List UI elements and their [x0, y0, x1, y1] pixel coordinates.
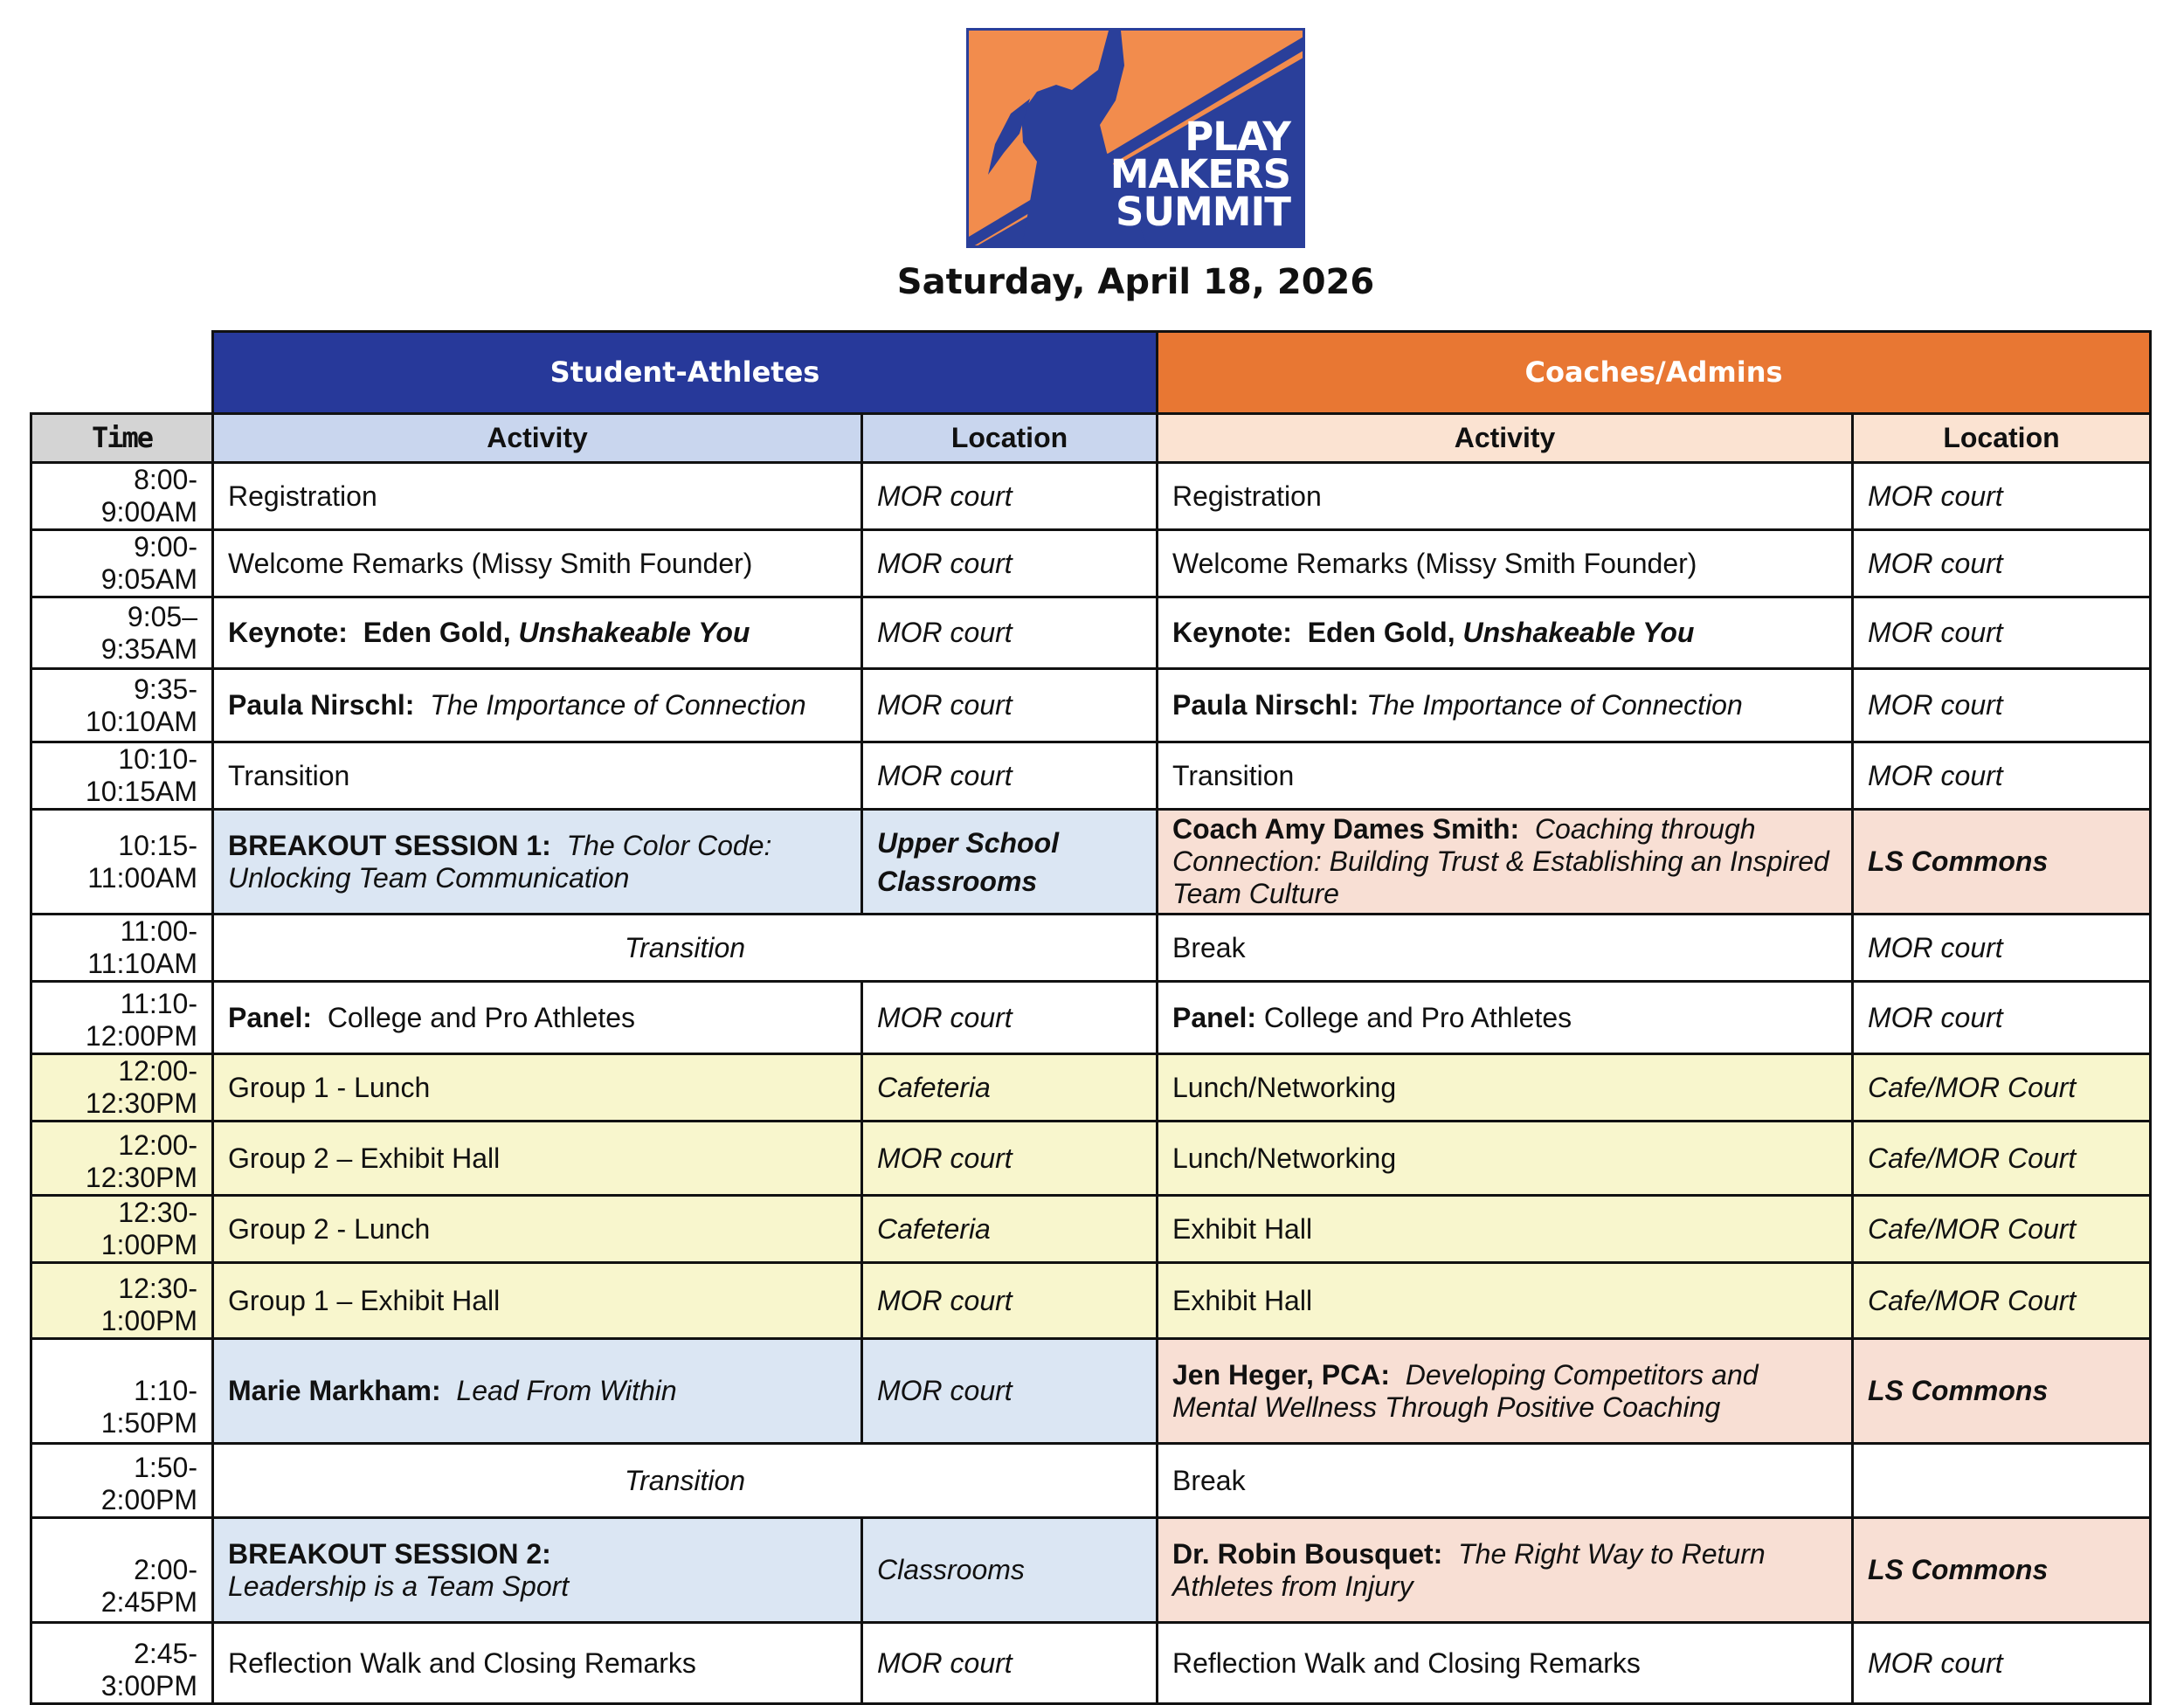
coach-location-cell: MOR court	[1853, 669, 2151, 742]
play-makers-summit-logo	[966, 28, 1305, 248]
session-title: Developing Competitors and Mental Wellness Through Positive Coaching	[1172, 1358, 1759, 1423]
coach-location-cell: Cafe/MOR Court	[1853, 1122, 2151, 1196]
coach-activity-cell: Exhibit Hall	[1158, 1263, 1853, 1339]
table-row	[31, 1196, 2151, 1263]
student-location-cell: MOR court	[862, 742, 1158, 810]
activity-label: BREAKOUT SESSION 2:	[228, 1537, 551, 1570]
coach-activity-cell	[1158, 1518, 1853, 1623]
session-title: College and Pro Athletes	[1263, 1001, 1572, 1033]
schedule-table	[30, 330, 2152, 1705]
student-location-cell: Cafeteria	[862, 1054, 1158, 1122]
coach-location-cell: Cafe/MOR Court	[1853, 1196, 2151, 1263]
time-cell: 9:05–9:35AM	[31, 597, 213, 669]
table-row	[31, 742, 2151, 810]
student-activity-cell: Group 1 – Exhibit Hall	[213, 1263, 862, 1339]
time-cell: 10:15-11:00AM	[31, 810, 213, 915]
coach-location-cell: Cafe/MOR Court	[1853, 1263, 2151, 1339]
table-row	[31, 1263, 2151, 1339]
time-cell: 10:10-10:15AM	[31, 742, 213, 810]
student-location-cell: Classrooms	[862, 1518, 1158, 1623]
student-location-cell: MOR court	[862, 1263, 1158, 1339]
coach-location-cell	[1853, 1444, 2151, 1518]
activity-label: Paula Nirschl:	[1172, 689, 1359, 721]
activity-label: Keynote:	[1172, 617, 1292, 648]
student-location-cell: MOR court	[862, 463, 1158, 530]
time-cell: 11:00-11:10AM	[31, 915, 213, 982]
coach-location-cell: MOR court	[1853, 915, 2151, 982]
coach-activity-cell	[1158, 1339, 1853, 1444]
coaches-admins-header: Coaches/Admins	[1158, 332, 2151, 414]
table-row	[31, 1122, 2151, 1196]
coach-activity-cell: Exhibit Hall	[1158, 1196, 1853, 1263]
coach-location-cell: Cafe/MOR Court	[1853, 1054, 2151, 1122]
coach-location-cell: LS Commons	[1853, 810, 2151, 915]
group-header-row	[31, 332, 2151, 414]
time-cell: 12:00-12:30PM	[31, 1054, 213, 1122]
time-cell: 9:00-9:05AM	[31, 530, 213, 597]
coach-location-cell: MOR court	[1853, 597, 2151, 669]
student-activity-cell: Reflection Walk and Closing Remarks	[213, 1623, 862, 1704]
table-row	[31, 669, 2151, 742]
coach-activity-header: Activity	[1158, 414, 1853, 463]
logo-line-1: PLAY	[1185, 114, 1290, 160]
event-date: Saturday, April 18, 2026	[896, 262, 1375, 302]
time-cell: 8:00-9:00AM	[31, 463, 213, 530]
table-row	[31, 1339, 2151, 1444]
student-activity-cell: Transition	[213, 742, 862, 810]
coach-activity-cell	[1158, 982, 1853, 1054]
table-row	[31, 463, 2151, 530]
coach-activity-cell	[1158, 669, 1853, 742]
speaker-name: Eden Gold,	[1307, 617, 1455, 648]
session-title: Unshakeable You	[1462, 617, 1695, 648]
coach-activity-cell: Reflection Walk and Closing Remarks	[1158, 1623, 1853, 1704]
student-activity-cell	[213, 1339, 862, 1444]
coach-activity-cell: Break	[1158, 1444, 1853, 1518]
student-location-cell: MOR court	[862, 597, 1158, 669]
location-line-1: Upper School	[877, 826, 1060, 859]
logo-line-2: MAKERS	[1109, 151, 1290, 197]
student-activity-cell	[213, 597, 862, 669]
session-title: The Importance of Connection	[430, 689, 806, 721]
student-activity-cell	[213, 982, 862, 1054]
student-location-cell	[862, 810, 1158, 915]
time-cell: 12:00-12:30PM	[31, 1122, 213, 1196]
blank-corner	[31, 332, 213, 414]
activity-label: Marie Markham:	[228, 1375, 441, 1406]
table-row	[31, 1623, 2151, 1704]
table-row	[31, 915, 2151, 982]
coach-location-cell: MOR court	[1853, 463, 2151, 530]
time-cell: 1:50-2:00PM	[31, 1444, 213, 1518]
time-column-header: Time	[31, 414, 213, 463]
activity-label: BREAKOUT SESSION 1:	[228, 829, 551, 861]
speaker-name: Eden Gold,	[363, 617, 511, 648]
coach-activity-cell: Transition	[1158, 742, 1853, 810]
coach-location-cell: MOR court	[1853, 742, 2151, 810]
coach-location-cell: MOR court	[1853, 1623, 2151, 1704]
activity-label: Coach Amy Dames Smith:	[1172, 813, 1520, 845]
student-activity-header: Activity	[213, 414, 862, 463]
student-activity-cell: Group 2 – Exhibit Hall	[213, 1122, 862, 1196]
table-row	[31, 810, 2151, 915]
session-title: Coaching through Connection: Building Trust & Establishing an Inspired Team Culture	[1172, 813, 1829, 909]
coach-activity-cell	[1158, 597, 1853, 669]
session-title: The Right Way to Return Athletes from Injury	[1172, 1537, 1766, 1602]
student-location-cell: MOR court	[862, 669, 1158, 742]
activity-label: Panel:	[1172, 1001, 1257, 1033]
session-title: Leadership is a Team Sport	[228, 1570, 570, 1602]
activity-label: Paula Nirschl:	[228, 689, 415, 721]
student-activity-cell	[213, 810, 862, 915]
student-activity-cell: Welcome Remarks (Missy Smith Founder)	[213, 530, 862, 597]
student-location-cell: MOR court	[862, 982, 1158, 1054]
student-location-header: Location	[862, 414, 1158, 463]
coach-location-cell: LS Commons	[1853, 1339, 2151, 1444]
table-row	[31, 597, 2151, 669]
coach-location-cell: MOR court	[1853, 530, 2151, 597]
time-cell: 11:10-12:00PM	[31, 982, 213, 1054]
table-row	[31, 1054, 2151, 1122]
logo-wordmark	[1109, 114, 1290, 235]
session-title: The Color Code: Unlocking Team Communication	[228, 829, 772, 894]
time-cell: 1:10-1:50PM	[31, 1339, 213, 1444]
student-location-cell: MOR court	[862, 1122, 1158, 1196]
coach-activity-cell: Break	[1158, 915, 1853, 982]
student-activity-cell: Group 1 - Lunch	[213, 1054, 862, 1122]
coach-activity-cell: Registration	[1158, 463, 1853, 530]
session-title: The Importance of Connection	[1366, 689, 1743, 721]
coach-location-header: Location	[1853, 414, 2151, 463]
student-activity-cell	[213, 669, 862, 742]
activity-label: Jen Heger, PCA:	[1172, 1358, 1390, 1391]
student-transition-cell: Transition	[213, 1444, 1158, 1518]
time-cell: 9:35-10:10AM	[31, 669, 213, 742]
student-location-cell: MOR court	[862, 530, 1158, 597]
location-line-2: Classrooms	[877, 865, 1038, 897]
time-cell: 12:30-1:00PM	[31, 1196, 213, 1263]
student-athletes-header: Student-Athletes	[213, 332, 1158, 414]
activity-label: Dr. Robin Bousquet:	[1172, 1537, 1443, 1570]
coach-location-cell: LS Commons	[1853, 1518, 2151, 1623]
student-transition-cell: Transition	[213, 915, 1158, 982]
activity-label: Panel:	[228, 1001, 313, 1033]
time-cell: 2:45-3:00PM	[31, 1623, 213, 1704]
coach-activity-cell: Lunch/Networking	[1158, 1122, 1853, 1196]
student-location-cell: Cafeteria	[862, 1196, 1158, 1263]
coach-activity-cell: Welcome Remarks (Missy Smith Founder)	[1158, 530, 1853, 597]
session-title: College and Pro Athletes	[327, 1001, 636, 1033]
student-location-cell: MOR court	[862, 1623, 1158, 1704]
column-header-row	[31, 414, 2151, 463]
time-cell: 12:30-1:00PM	[31, 1263, 213, 1339]
logo-line-3: SUMMIT	[1116, 189, 1290, 235]
student-activity-cell: Registration	[213, 463, 862, 530]
student-activity-cell: Group 2 - Lunch	[213, 1196, 862, 1263]
table-row	[31, 982, 2151, 1054]
table-row	[31, 1444, 2151, 1518]
session-title: Lead From Within	[456, 1375, 677, 1406]
coach-activity-cell	[1158, 810, 1853, 915]
session-title: Unshakeable You	[518, 617, 750, 648]
table-row	[31, 1518, 2151, 1623]
time-cell: 2:00-2:45PM	[31, 1518, 213, 1623]
activity-label: Keynote:	[228, 617, 348, 648]
student-location-cell: MOR court	[862, 1339, 1158, 1444]
student-activity-cell	[213, 1518, 862, 1623]
coach-activity-cell: Lunch/Networking	[1158, 1054, 1853, 1122]
table-row	[31, 530, 2151, 597]
coach-location-cell: MOR court	[1853, 982, 2151, 1054]
